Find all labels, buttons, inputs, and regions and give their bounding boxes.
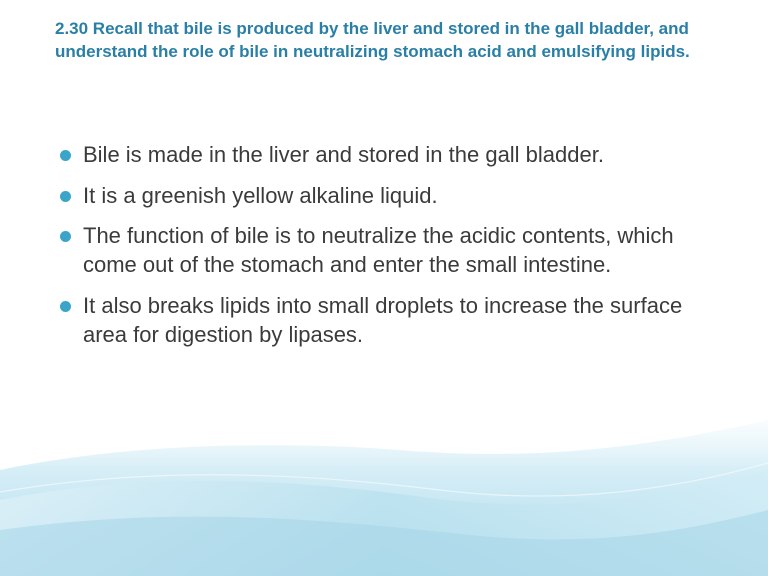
- bullet-list: [60, 140, 710, 363]
- bullet-icon: [60, 301, 71, 312]
- bullet-icon: [60, 150, 71, 161]
- bullet-text: It also breaks lipids into small droplets to increase the surface area for digestion by lipases.: [83, 293, 683, 347]
- bullet-item: [60, 181, 710, 210]
- bullet-item: [60, 140, 710, 169]
- bullet-text: It is a greenish yellow alkaline liquid.: [83, 183, 438, 208]
- bullet-text: The function of bile is to neutralize the acidic contents, which come out of the stomach and enter the small intestine.: [83, 223, 674, 277]
- bullet-text: Bile is made in the liver and stored in the gall bladder.: [83, 142, 604, 167]
- bullet-item: [60, 221, 710, 279]
- bullet-icon: [60, 231, 71, 242]
- bullet-item: [60, 291, 710, 349]
- bullet-icon: [60, 191, 71, 202]
- slide-title: 2.30 Recall that bile is produced by the liver and stored in the gall bladder, and understand the role of bile in neutralizing stomach acid and emulsifying lipids.: [55, 19, 690, 61]
